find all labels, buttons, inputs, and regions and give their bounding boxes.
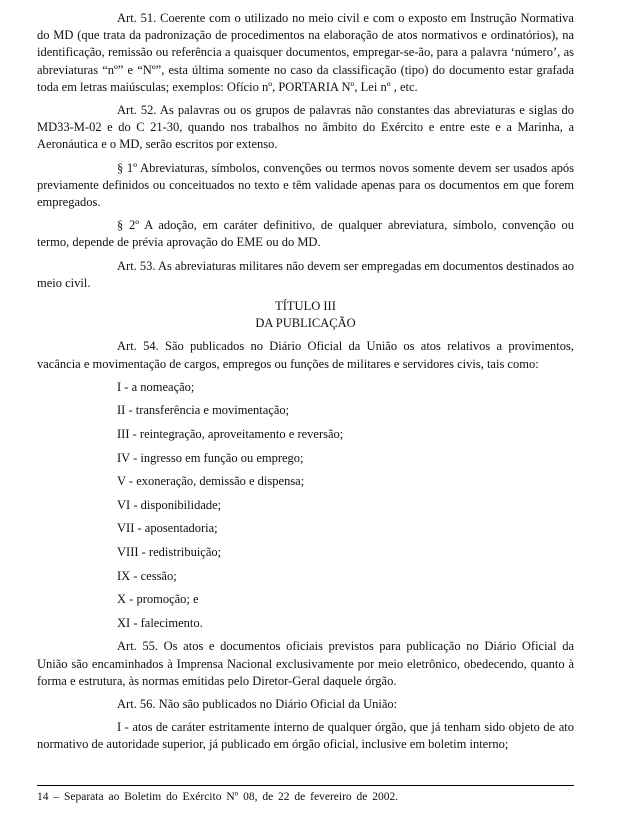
- footer-divider: [37, 785, 574, 786]
- article-55: Art. 55. Os atos e documentos oficiais previstos para publicação no Diário Oficial da União são encaminhados à Imprensa Nacional exclusivamente por meio eletrônico, obedecendo, quanto à forma e estrutura, às normas emitidas pelo Diretor-Geral daquele órgão.: [37, 639, 574, 688]
- title-heading: DA PUBLICAÇÃO: [255, 316, 356, 331]
- article-53: Art. 53. As abreviaturas militares não devem ser empregadas em documentos destinados ao meio civil.: [37, 258, 574, 290]
- document-page: [37, 10, 574, 760]
- title-number: TÍTULO III: [275, 299, 336, 314]
- list-item: II - transferência e movimentação;: [117, 403, 290, 418]
- article-52: Art. 52. As palavras ou os grupos de palavras não constantes das abreviaturas e siglas do MD33-M-02 e do C 21-30, quando nos trabalhos no âmbito do Exército e entre este e a Marinha, a Aeronáutica e o MD, serão escritos por extenso.: [37, 103, 574, 152]
- list-item: V - exoneração, demissão e dispensa;: [117, 474, 305, 489]
- list-item: VIII - redistribuição;: [117, 545, 222, 560]
- list-item: IV - ingresso em função ou emprego;: [117, 450, 304, 465]
- article-54-list: [37, 379, 574, 632]
- list-item: VI - disponibilidade;: [117, 497, 222, 512]
- article-54: Art. 54. São publicados no Diário Oficial da União os atos relativos a provimentos, vacância e movimentação de cargos, empregos ou funções de militares e servidores civis, tais como:: [37, 339, 574, 371]
- section-title: [37, 298, 574, 332]
- article-52-paragraph-2: § 2º A adoção, em caráter definitivo, de qualquer abreviatura, símbolo, convenção ou termo, depende de prévia aprovação do EME ou do MD.: [37, 218, 574, 250]
- list-item: I - a nomeação;: [117, 379, 195, 394]
- list-item: XI - falecimento.: [117, 615, 203, 630]
- list-item: VII - aposentadoria;: [117, 521, 218, 536]
- article-56-item-1: I - atos de caráter estritamente interno de qualquer órgão, que já tenham sido objeto de ato normativo de autoridade superior, já publicado em órgão oficial, inclusive em boletim interno;: [37, 720, 574, 752]
- article-56: Art. 56. Não são publicados no Diário Oficial da União:: [117, 697, 398, 711]
- article-51: Art. 51. Coerente com o utilizado no meio civil e com o exposto em Instrução Normativa do MD (que trata da padronização de procedimentos na elaboração de atos normativos e ordinatórios), na identificação, remissão ou referência a quaisquer documentos, empregar-se-ão, para a palavra ‘número’, as abreviaturas “nº” e “Nº”, esta última somente no caso da classificação (tipo) do documento estar grafada toda em letras maiúsculas; exemplos: Ofício nº, PORTARIA Nº, Lei nº , etc.: [37, 11, 574, 94]
- page-footer: 14 – Separata ao Boletim do Exército Nº 08, de 22 de fevereiro de 2002.: [37, 791, 399, 803]
- article-52-paragraph-1: § 1º Abreviaturas, símbolos, convenções ou termos novos somente devem ser usados após previamente definidos ou conceituados no texto e têm validade apenas para os documentos em que forem empregados.: [37, 160, 574, 210]
- list-item: X - promoção; e: [117, 592, 199, 607]
- list-item: IX - cessão;: [117, 568, 177, 583]
- list-item: III - reintegração, aproveitamento e reversão;: [117, 427, 344, 442]
